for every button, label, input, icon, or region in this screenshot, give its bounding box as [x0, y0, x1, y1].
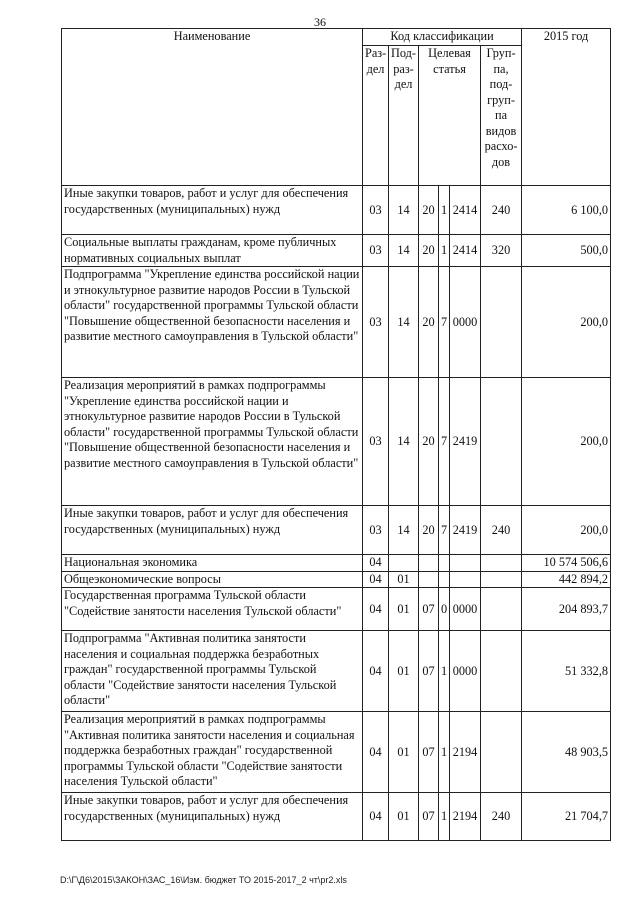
target-direction-cell: 0000 — [450, 267, 481, 378]
header-name: Наименование — [62, 29, 363, 186]
razdel-cell: 03 — [363, 378, 389, 506]
file-path-footer: D:\Г\Д6\2015\ЗАКОН\ЗАС_16\Изм. бюджет ТО 2015-2017_2 чт\pr2.xls — [60, 875, 347, 885]
target-direction-cell — [450, 555, 481, 572]
table-row — [62, 506, 611, 555]
target-program-cell — [419, 571, 439, 588]
table-row — [62, 588, 611, 631]
target-direction-cell: 2194 — [450, 712, 481, 793]
podrazdel-cell: 01 — [389, 631, 419, 712]
target-subprogram-cell — [439, 571, 450, 588]
target-subprogram-cell: 7 — [439, 506, 450, 555]
target-direction-cell: 0000 — [450, 588, 481, 631]
expense-type-cell — [481, 267, 522, 378]
razdel-cell: 04 — [363, 571, 389, 588]
podrazdel-cell: 01 — [389, 571, 419, 588]
row-name-cell: Иные закупки товаров, работ и услуг для обеспечения государственных (муниципальных) нужд — [62, 793, 363, 841]
header-subsection: Под- раз- дел — [389, 46, 419, 186]
amount-cell: 500,0 — [522, 235, 611, 267]
expense-type-cell — [481, 555, 522, 572]
target-subprogram-cell: 0 — [439, 588, 450, 631]
table-row — [62, 378, 611, 506]
header-year: 2015 год — [522, 29, 611, 186]
table-row — [62, 235, 611, 267]
target-direction-cell: 2414 — [450, 186, 481, 235]
target-subprogram-cell — [439, 555, 450, 572]
budget-table — [61, 28, 611, 841]
razdel-cell: 03 — [363, 267, 389, 378]
expense-type-cell — [481, 588, 522, 631]
target-subprogram-cell: 1 — [439, 712, 450, 793]
table-row — [62, 267, 611, 378]
razdel-cell: 04 — [363, 555, 389, 572]
podrazdel-cell: 14 — [389, 267, 419, 378]
target-subprogram-cell: 1 — [439, 186, 450, 235]
podrazdel-cell: 01 — [389, 712, 419, 793]
page-number: 36 — [314, 15, 326, 29]
row-name-cell: Национальная экономика — [62, 555, 363, 572]
table-row — [62, 186, 611, 235]
target-program-cell: 07 — [419, 712, 439, 793]
row-name-cell: Подпрограмма "Активная политика занятости населения и социальная поддержка безработных граждан" государственной программы Тульской области "Содействие занятости населения Тульской области" — [62, 631, 363, 712]
target-direction-cell: 0000 — [450, 631, 481, 712]
amount-cell: 200,0 — [522, 378, 611, 506]
target-program-cell: 07 — [419, 588, 439, 631]
target-program-cell: 20 — [419, 506, 439, 555]
expense-type-cell: 240 — [481, 186, 522, 235]
table-row — [62, 712, 611, 793]
podrazdel-cell — [389, 555, 419, 572]
target-program-cell: 07 — [419, 631, 439, 712]
target-direction-cell: 2419 — [450, 378, 481, 506]
row-name-cell: Государственная программа Тульской области "Содействие занятости населения Тульской области" — [62, 588, 363, 631]
amount-cell: 51 332,8 — [522, 631, 611, 712]
amount-cell: 10 574 506,6 — [522, 555, 611, 572]
target-program-cell: 07 — [419, 793, 439, 841]
target-direction-cell — [450, 571, 481, 588]
razdel-cell: 04 — [363, 793, 389, 841]
target-program-cell — [419, 555, 439, 572]
target-subprogram-cell: 7 — [439, 267, 450, 378]
target-program-cell: 20 — [419, 235, 439, 267]
podrazdel-cell: 14 — [389, 378, 419, 506]
header-target-article: Целевая статья — [419, 46, 481, 186]
row-name-cell: Социальные выплаты гражданам, кроме публичных нормативных социальных выплат — [62, 235, 363, 267]
target-program-cell: 20 — [419, 378, 439, 506]
row-name-cell: Реализация мероприятий в рамках подпрограммы "Укрепление единства российской нации и этнокультурное развитие народов России в Тульской области" государственной программы Тульской области "Повышение общественной безопасности населения и развитие местного самоуправления в Тульской области" — [62, 378, 363, 506]
amount-cell: 200,0 — [522, 267, 611, 378]
row-name-cell: Общеэкономические вопросы — [62, 571, 363, 588]
target-program-cell: 20 — [419, 267, 439, 378]
target-program-cell: 20 — [419, 186, 439, 235]
target-subprogram-cell: 7 — [439, 378, 450, 506]
header-classification: Код классификации — [363, 29, 522, 46]
table-row — [62, 571, 611, 588]
table-row — [62, 793, 611, 841]
amount-cell: 21 704,7 — [522, 793, 611, 841]
razdel-cell: 04 — [363, 712, 389, 793]
expense-type-cell — [481, 378, 522, 506]
target-subprogram-cell: 1 — [439, 235, 450, 267]
target-direction-cell: 2414 — [450, 235, 481, 267]
podrazdel-cell: 14 — [389, 506, 419, 555]
razdel-cell: 04 — [363, 588, 389, 631]
table-row — [62, 555, 611, 572]
amount-cell: 442 894,2 — [522, 571, 611, 588]
expense-type-cell: 240 — [481, 506, 522, 555]
target-direction-cell: 2194 — [450, 793, 481, 841]
amount-cell: 204 893,7 — [522, 588, 611, 631]
table-body — [62, 186, 611, 841]
amount-cell: 48 903,5 — [522, 712, 611, 793]
row-name-cell: Реализация мероприятий в рамках подпрограммы "Активная политика занятости населения и социальная поддержка безработных граждан" государственной программы Тульской области "Содействие занятости населения Тульской области" — [62, 712, 363, 793]
expense-type-cell — [481, 712, 522, 793]
podrazdel-cell: 14 — [389, 186, 419, 235]
expense-type-cell: 240 — [481, 793, 522, 841]
row-name-cell: Подпрограмма "Укрепление единства российской нации и этнокультурное развитие народов России в Тульской области" государственной программы Тульской области "Повышение общественной безопасности населения и развитие местного самоуправления в Тульской области" — [62, 267, 363, 378]
amount-cell: 6 100,0 — [522, 186, 611, 235]
podrazdel-cell: 01 — [389, 588, 419, 631]
razdel-cell: 03 — [363, 186, 389, 235]
target-direction-cell: 2419 — [450, 506, 481, 555]
target-subprogram-cell: 1 — [439, 793, 450, 841]
header-section: Раз- дел — [363, 46, 389, 186]
row-name-cell: Иные закупки товаров, работ и услуг для обеспечения государственных (муниципальных) нужд — [62, 506, 363, 555]
target-subprogram-cell: 1 — [439, 631, 450, 712]
razdel-cell: 03 — [363, 506, 389, 555]
table-header — [62, 29, 611, 186]
header-expense-group: Груп- па, под- груп- па видов расхо- дов — [481, 46, 522, 186]
expense-type-cell: 320 — [481, 235, 522, 267]
table-row — [62, 631, 611, 712]
expense-type-cell — [481, 631, 522, 712]
podrazdel-cell: 14 — [389, 235, 419, 267]
expense-type-cell — [481, 571, 522, 588]
razdel-cell: 03 — [363, 235, 389, 267]
amount-cell: 200,0 — [522, 506, 611, 555]
razdel-cell: 04 — [363, 631, 389, 712]
row-name-cell: Иные закупки товаров, работ и услуг для обеспечения государственных (муниципальных) нужд — [62, 186, 363, 235]
podrazdel-cell: 01 — [389, 793, 419, 841]
